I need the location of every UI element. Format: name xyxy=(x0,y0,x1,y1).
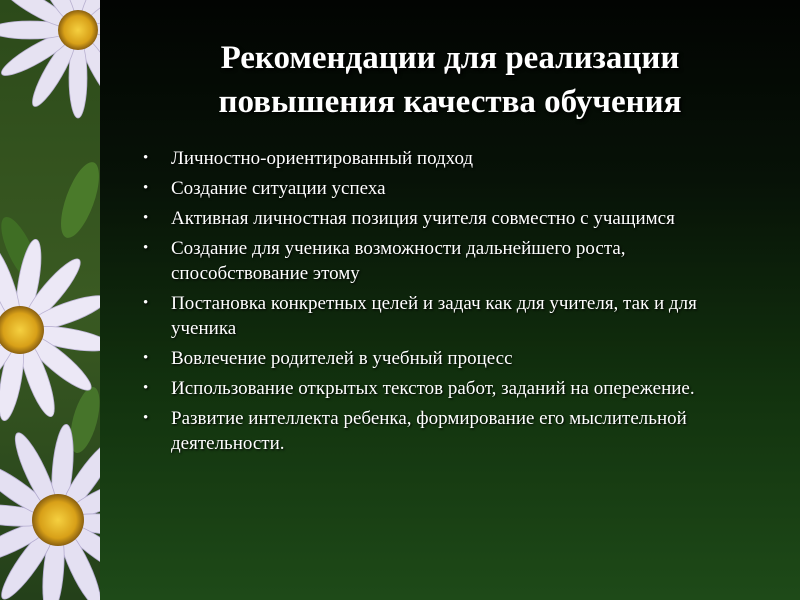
daisy-flowers-image xyxy=(0,0,100,600)
bullet-text: Развитие интеллекта ребенка, формирование его мыслительной деятельности. xyxy=(171,408,687,454)
bullet-text: Создание для ученика возможности дальнейшего роста, способствование этому xyxy=(171,238,626,284)
bullet-list xyxy=(143,146,763,461)
bullet-text: Личностно-ориентированный подход xyxy=(171,148,474,169)
bullet-item xyxy=(143,376,763,401)
slide-title-line: Рекомендации для реализации xyxy=(220,40,680,76)
bullet-item xyxy=(143,236,763,286)
bullet-text: Создание ситуации успеха xyxy=(171,178,386,199)
bullet-item xyxy=(143,406,763,456)
slide-title-line: повышения качества обучения xyxy=(218,84,682,120)
bullet-text: Постановка конкретных целей и задач как для учителя, так и для ученика xyxy=(171,293,697,339)
bullet-text: Активная личностная позиция учителя совместно с учащимся xyxy=(171,208,675,229)
bullet-glyph: • xyxy=(143,210,149,226)
slide-title xyxy=(130,36,770,124)
bullet-glyph: • xyxy=(143,350,149,366)
bullet-item xyxy=(143,346,763,371)
bullet-text: Использование открытых текстов работ, заданий на опережение. xyxy=(171,378,695,399)
bullet-glyph: • xyxy=(143,240,149,256)
bullet-glyph: • xyxy=(143,180,149,196)
bullet-item xyxy=(143,146,763,171)
bullet-glyph: • xyxy=(143,380,149,396)
bullet-item xyxy=(143,176,763,201)
bullet-item xyxy=(143,291,763,341)
bullet-glyph: • xyxy=(143,410,149,426)
bullet-item xyxy=(143,206,763,231)
bullet-glyph: • xyxy=(143,150,149,166)
bullet-text: Вовлечение родителей в учебный процесс xyxy=(171,348,513,369)
bullet-glyph: • xyxy=(143,295,149,311)
